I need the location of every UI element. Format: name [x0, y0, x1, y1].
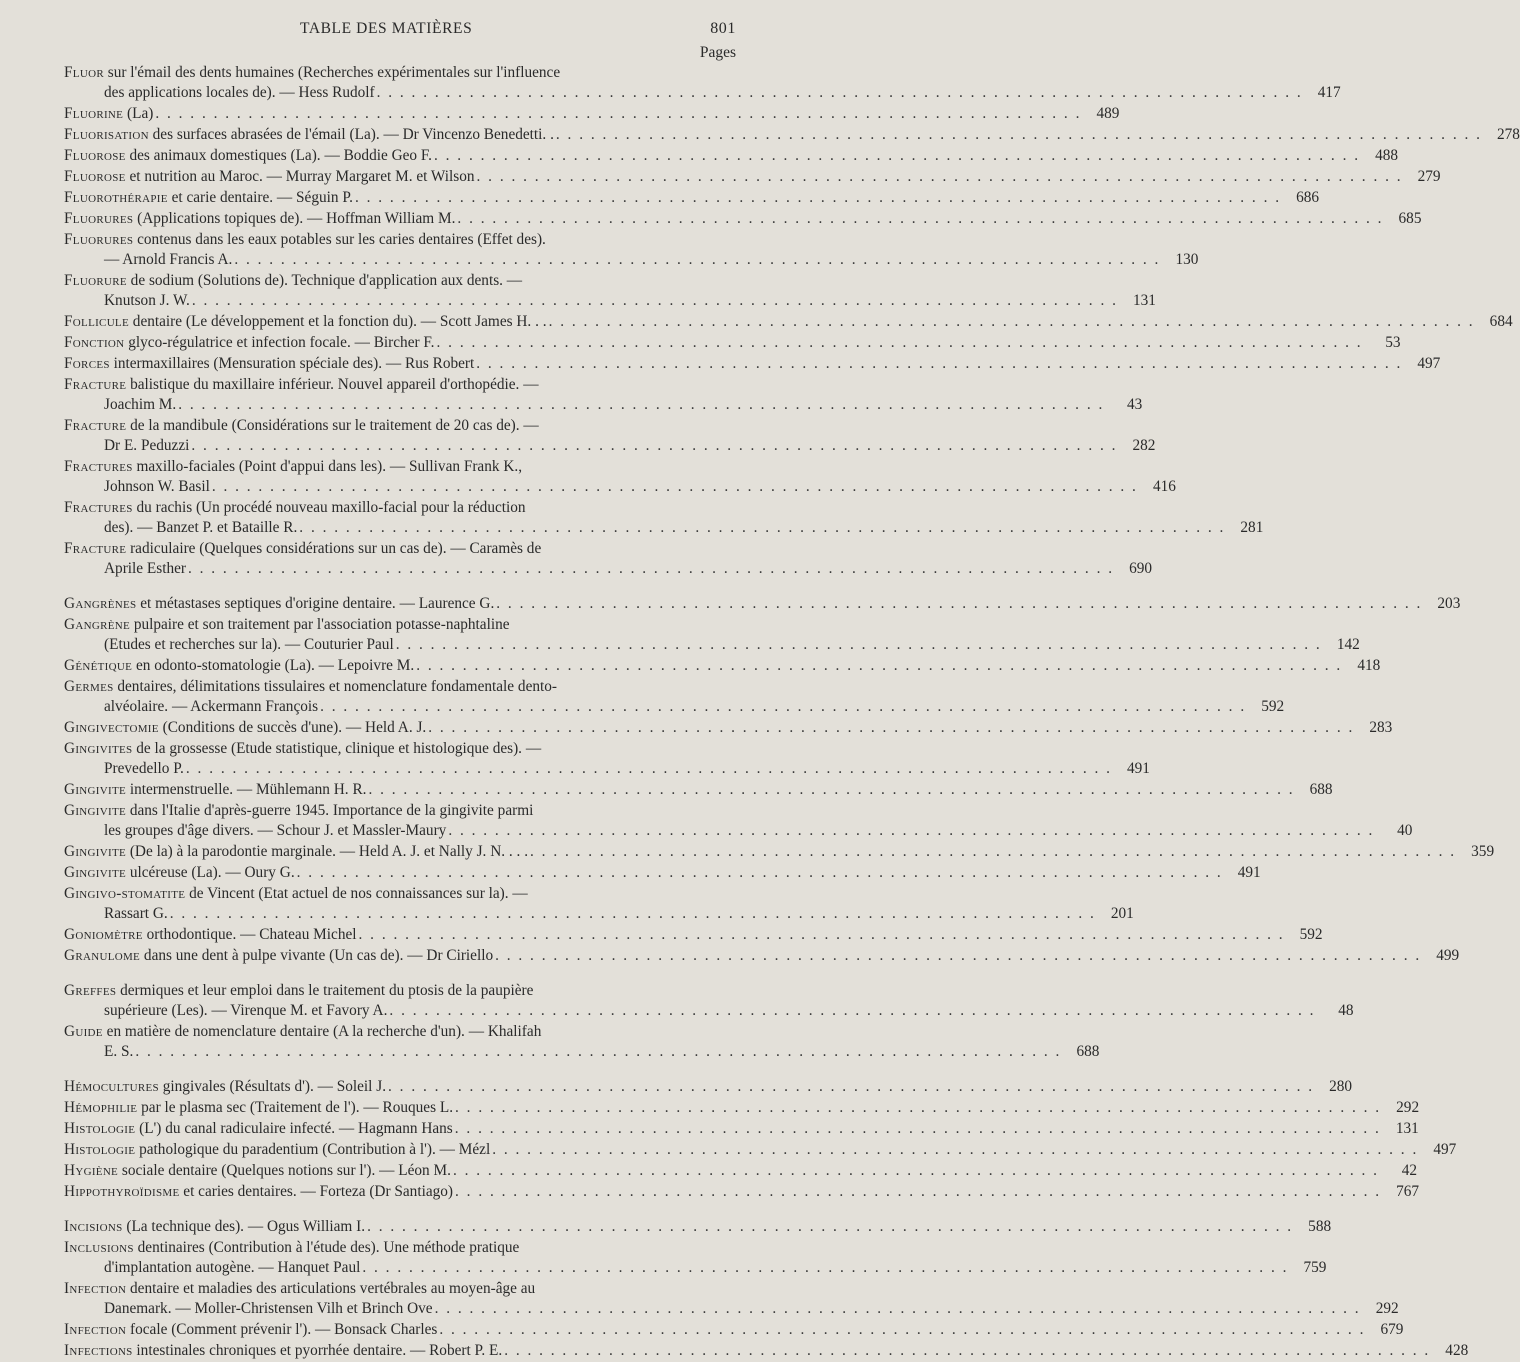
entry-final-line	[64, 291, 1156, 311]
entry-line	[64, 539, 736, 559]
dot-leader: . . . . . . . . . . . . . . . . . . . . . . . . . . . . . . . . . . . . . . . . . . . . . . . . . . . . . . . . . . . . . . . . . . . . . . . . . . . . . . . .	[448, 822, 1375, 839]
index-entry	[64, 1217, 1332, 1237]
entry-text: Forces intermaxillaires (Mensuration spéciale des). — Rus Robert	[64, 355, 475, 372]
entry-text: des). — Banzet P. et Bataille R.	[104, 519, 298, 536]
entry-line	[64, 230, 736, 250]
dot-leader: . . . . . . . . . . . . . . . . . . . . . . . . . . . . . . . . . . . . . . . . . . . . . . . . . . . . . . . . . . . . . . . . . . . . . . . . . . . . . . . .	[191, 437, 1118, 454]
entry-line	[64, 416, 736, 436]
dot-leader: . . . . . . . . . . . . . . . . . . . . . . . . . . . . . . . . . . . . . . . . . . . . . . . . . . . . . . . . . . . . . . . . . . . . . . . . . . . . . . . .	[455, 1099, 1382, 1116]
index-entry	[64, 354, 1441, 374]
entry-text: Danemark. — Moller-Christensen Vilh et Brinch Ove	[104, 1300, 433, 1317]
entry-text: Germes dentaires, délimitations tissulaires et nomenclature fondamentale dento-	[64, 678, 557, 695]
dot-leader: . . . . . . . . . . . . . . . . . . . . . . . . . . . . . . . . . . . . . . . . . . . . . . . . . . . . . . . . . . . . . . . . . . . . . . . . . . . . . . . .	[234, 251, 1161, 268]
entry-line	[64, 884, 736, 904]
page-reference: 588	[1308, 1218, 1332, 1235]
entry-text: Gingivite (De la) à la parodontie marginale. — Held A. J. et Nally J. N. . . .	[64, 843, 529, 860]
header-title: TABLE DES MATIÈRES	[300, 20, 473, 37]
index-entry	[64, 1182, 1420, 1202]
index-entry	[64, 498, 1264, 538]
dot-leader: . . . . . . . . . . . . . . . . . . . . . . . . . . . . . . . . . . . . . . . . . . . . . . . . . . . . . . . . . . . . . . . . . . . . . . . . . . . . . . . .	[169, 905, 1096, 922]
entry-final-line	[64, 395, 1143, 415]
page-reference: 491	[1127, 760, 1150, 777]
entry-text: Gangrène pulpaire et son traitement par l'association potasse-naphtaline	[64, 616, 510, 633]
entry-text: Fluorures contenus dans les eaux potables sur les caries dentaires (Effet des).	[64, 231, 546, 248]
entry-final-line	[64, 104, 1120, 124]
page-reference: 488	[1375, 147, 1399, 164]
page-reference: 489	[1096, 105, 1120, 122]
page-reference: 131	[1132, 292, 1156, 309]
index-entry	[64, 539, 1153, 579]
entry-line	[64, 1022, 736, 1042]
page-reference: 48	[1338, 1002, 1354, 1019]
index-entry	[64, 271, 1156, 311]
index-entry	[64, 780, 1333, 800]
entry-text: Guide en matière de nomenclature dentaire (A la recherche d'un). — Khalifah	[64, 1023, 542, 1040]
index-entry	[64, 884, 1134, 924]
page-reference: 497	[1433, 1141, 1457, 1158]
entry-text: — Arnold Francis A.	[104, 251, 233, 268]
index-entry	[64, 188, 1320, 208]
entry-text: Infection focale (Comment prévenir l'). — Bonsack Charles	[64, 1321, 438, 1338]
dot-leader: . . . . . . . . . . . . . . . . . . . . . . . . . . . . . . . . . . . . . . . . . . . . . . . . . . . . . . . . . . . . . . . . . . . . . . . . . . . . . . . .	[388, 1078, 1315, 1095]
entry-final-line	[64, 146, 1399, 166]
dot-leader: . . . . . . . . . . . . . . . . . . . . . . . . . . . . . . . . . . . . . . . . . . . . . . . . . . . . . . . . . . . . . . . . . . . . . . . . . . . . . . . .	[495, 947, 1422, 964]
entry-text: Fracture radiculaire (Quelques considérations sur un cas de). — Caramès de	[64, 540, 542, 557]
dot-leader: . . . . . . . . . . . . . . . . . . . . . . . . . . . . . . . . . . . . . . . . . . . . . . . . . . . . . . . . . . . . . . . . . . . . . . . . . . . . . . . .	[191, 292, 1118, 309]
index-entry	[64, 842, 1495, 862]
entry-text: Joachim M.	[104, 396, 177, 413]
index-entry	[64, 656, 1381, 676]
entry-final-line	[64, 759, 1150, 779]
dot-leader: . . . . . . . . . . . . . . . . . . . . . . . . . . . . . . . . . . . . . . . . . . . . . . . . . . . . . . . . . . . . . . . . . . . . . . . . . . . . . . . .	[496, 595, 1423, 612]
page-reference: 684	[1489, 313, 1513, 330]
page-reference: 685	[1398, 210, 1422, 227]
page-header	[0, 20, 800, 44]
dot-leader: . . . . . . . . . . . . . . . . . . . . . . . . . . . . . . . . . . . . . . . . . . . . . . . . . . . . . . . . . . . . . . . . . . . . . . . . . . . . . . . .	[178, 396, 1105, 413]
pages-column-label: Pages	[699, 44, 736, 61]
entry-final-line	[64, 518, 1264, 538]
index-entry	[64, 1022, 1100, 1062]
entry-final-line	[64, 635, 1360, 655]
index-entry	[64, 416, 1156, 456]
entry-final-line	[64, 354, 1441, 374]
entry-text: Fluorothérapie et carie dentaire. — Séguin P.	[64, 189, 353, 206]
dot-leader: . . . . . . . . . . . . . . . . . . . . . . . . . . . . . . . . . . . . . . . . . . . . . . . . . . . . . . . . . . . . . . . . . . . . . . . . . . . . . . . .	[439, 1321, 1366, 1338]
page-reference: 292	[1375, 1300, 1399, 1317]
page-reference: 767	[1396, 1183, 1420, 1200]
entry-final-line	[64, 863, 1261, 883]
dot-leader: . . . . . . . . . . . . . . . . . . . . . . . . . . . . . . . . . . . . . . . . . . . . . . . . . . . . . . . . . . . . . . . . . . . . . . . . . . . . . . . .	[452, 1162, 1379, 1179]
index-entries	[64, 63, 1520, 1362]
page-reference: 592	[1299, 926, 1323, 943]
entry-text: Johnson W. Basil	[104, 478, 210, 495]
entry-line	[64, 739, 736, 759]
page-reference: 416	[1152, 478, 1176, 495]
index-entry	[64, 457, 1176, 497]
page-reference: 279	[1417, 168, 1441, 185]
entry-text: Goniomètre orthodontique. — Chateau Michel	[64, 926, 357, 943]
entry-final-line	[64, 188, 1320, 208]
entry-text: des applications locales de). — Hess Rudolf	[104, 84, 375, 101]
page-reference: 428	[1445, 1342, 1469, 1359]
page-reference: 686	[1296, 189, 1320, 206]
dot-leader: . . . . . . . . . . . . . . . . . . . . . . . . . . . . . . . . . . . . . . . . . . . . . . . . . . . . . . . . . . . . . . . . . . . . . . . . . . . . . . . .	[504, 1342, 1431, 1359]
page-reference: 292	[1396, 1099, 1420, 1116]
dot-leader: . . . . . . . . . . . . . . . . . . . . . . . . . . . . . . . . . . . . . . . . . . . . . . . . . . . . . . . . . . . . . . . . . . . . . . . . . . . . . . . .	[135, 1043, 1062, 1060]
entry-final-line	[64, 125, 1520, 145]
entry-final-line	[64, 656, 1381, 676]
entry-text: Fracture de la mandibule (Considérations sur le traitement de 20 cas de). —	[64, 417, 539, 434]
entry-text: Fluorures (Applications topiques de). — Hoffman William M.	[64, 210, 456, 227]
index-entry	[64, 594, 1461, 614]
entry-text: Knutson J. W.	[104, 292, 190, 309]
entry-text: Fluorisation des surfaces abrasées de l'émail (La). — Dr Vincenzo Benedetti. .	[64, 126, 554, 143]
index-entry	[64, 677, 1285, 717]
entry-line	[64, 1279, 736, 1299]
index-entry	[64, 739, 1150, 779]
index-entry	[64, 1119, 1419, 1139]
dot-leader: . . . . . . . . . . . . . . . . . . . . . . . . . . . . . . . . . . . . . . . . . . . . . . . . . . . . . . . . . . . . . . . . . . . . . . . . . . . . . . . .	[530, 843, 1457, 860]
entry-line	[64, 1238, 736, 1258]
page-reference: 759	[1303, 1259, 1327, 1276]
page-reference: 42	[1401, 1162, 1417, 1179]
entry-final-line	[64, 1217, 1332, 1237]
page-reference: 130	[1175, 251, 1199, 268]
entry-final-line	[64, 842, 1495, 862]
entry-final-line	[64, 333, 1401, 353]
page-reference: 417	[1317, 84, 1341, 101]
entry-final-line	[64, 925, 1323, 945]
page-reference: 203	[1437, 595, 1461, 612]
entry-final-line	[64, 312, 1513, 332]
page-reference: 40	[1397, 822, 1413, 839]
entry-line	[64, 457, 736, 477]
entry-final-line	[64, 250, 1199, 270]
dot-leader: . . . . . . . . . . . . . . . . . . . . . . . . . . . . . . . . . . . . . . . . . . . . . . . . . . . . . . . . . . . . . . . . . . . . . . . . . . . . . . . .	[457, 210, 1384, 227]
dot-leader: . . . . . . . . . . . . . . . . . . . . . . . . . . . . . . . . . . . . . . . . . . . . . . . . . . . . . . . . . . . . . . . . . . . . . . . . . . . . . . . .	[454, 1120, 1381, 1137]
entry-final-line	[64, 477, 1176, 497]
page-reference: 282	[1132, 437, 1156, 454]
index-entry	[64, 718, 1393, 738]
entry-text: Gingivites de la grossesse (Etude statistique, clinique et histologique des). —	[64, 740, 542, 757]
entry-line	[64, 677, 736, 697]
index-entry	[64, 209, 1422, 229]
dot-leader: . . . . . . . . . . . . . . . . . . . . . . . . . . . . . . . . . . . . . . . . . . . . . . . . . . . . . . . . . . . . . . . . . . . . . . . . . . . . . . . .	[354, 189, 1282, 206]
entry-final-line	[64, 697, 1285, 717]
entry-final-line	[64, 780, 1333, 800]
entry-final-line	[64, 1077, 1353, 1097]
entry-text: E. S.	[104, 1043, 134, 1060]
page-reference: 43	[1127, 396, 1143, 413]
index-entry	[64, 1320, 1404, 1340]
entry-text: Gingivectomie (Conditions de succès d'une). — Held A. J.	[64, 719, 427, 736]
entry-text: Génétique en odonto-stomatologie (La). — Lepoivre M.	[64, 657, 415, 674]
index-entry	[64, 1341, 1469, 1361]
entry-text: Fractures du rachis (Un procédé nouveau maxillo-facial pour la réduction	[64, 499, 526, 516]
entry-line	[64, 271, 736, 291]
page-reference: 280	[1329, 1078, 1353, 1095]
index-entry	[64, 946, 1460, 966]
entry-final-line	[64, 1341, 1469, 1361]
entry-text: Gingivo-stomatite de Vincent (Etat actuel de nos connaissances sur la). —	[64, 885, 528, 902]
entry-text: Inclusions dentinaires (Contribution à l'étude des). Une méthode pratique	[64, 1239, 520, 1256]
entry-text: Fluorure de sodium (Solutions de). Technique d'application aux dents. —	[64, 272, 523, 289]
entry-text: Fracture balistique du maxillaire inférieur. Nouvel appareil d'orthopédie. —	[64, 376, 539, 393]
entry-final-line	[64, 83, 1341, 103]
entry-final-line	[64, 821, 1413, 841]
page-reference: 278	[1497, 126, 1520, 143]
entry-text: Gangrènes et métastases septiques d'origine dentaire. — Laurence G.	[64, 595, 495, 612]
dot-leader: . . . . . . . . . . . . . . . . . . . . . . . . . . . . . . . . . . . . . . . . . . . . . . . . . . . . . . . . . . . . . . . . . . . . . . . . . . . . . . . .	[362, 1259, 1289, 1276]
page-reference: 688	[1076, 1043, 1100, 1060]
entry-final-line	[64, 718, 1393, 738]
header-page-number: 801	[710, 20, 736, 37]
dot-leader: . . . . . . . . . . . . . . . . . . . . . . . . . . . . . . . . . . . . . . . . . . . . . . . . . . . . . . . . . . . . . . . . . . . . . . . . . . . . . . . .	[376, 84, 1303, 101]
entry-text: Incisions (La technique des). — Ogus William I.	[64, 1218, 366, 1235]
entry-text: Fractures maxillo-faciales (Point d'appui dans les). — Sullivan Frank K.,	[64, 458, 523, 475]
entry-text: Infection dentaire et maladies des articulations vertébrales au moyen-âge au	[64, 1280, 536, 1297]
dot-leader: . . . . . . . . . . . . . . . . . . . . . . . . . . . . . . . . . . . . . . . . . . . . . . . . . . . . . . . . . . . . . . . . . . . . . . . . . . . . . . . .	[455, 1183, 1382, 1200]
entry-final-line	[64, 1119, 1419, 1139]
page-reference: 679	[1380, 1321, 1404, 1338]
dot-leader: . . . . . . . . . . . . . . . . . . . . . . . . . . . . . . . . . . . . . . . . . . . . . . . . . . . . . . . . . . . . . . . . . . . . . . . . . . . . . . . .	[389, 1002, 1316, 1019]
dot-leader: . . . . . . . . . . . . . . . . . . . . . . . . . . . . . . . . . . . . . . . . . . . . . . . . . . . . . . . . . . . . . . . . . . . . . . . . . . . . . . . .	[320, 698, 1247, 715]
entry-text: Fluorose des animaux domestiques (La). — Boddie Geo F.	[64, 147, 432, 164]
index-entry	[64, 1161, 1417, 1181]
entry-final-line	[64, 1140, 1457, 1160]
entry-text: les groupes d'âge divers. — Schour J. et Massler-Maury	[104, 822, 447, 839]
index-entry	[64, 104, 1120, 124]
entry-text: d'implantation autogène. — Hanquet Paul	[104, 1259, 361, 1276]
page-reference: 690	[1129, 560, 1153, 577]
dot-leader: . . . . . . . . . . . . . . . . . . . . . . . . . . . . . . . . . . . . . . . . . . . . . . . . . . . . . . . . . . . . . . . . . . . . . . . . . . . . . . . .	[434, 1300, 1361, 1317]
entry-line	[64, 981, 736, 1001]
entry-text: Granulome dans une dent à pulpe vivante (Un cas de). — Dr Ciriello	[64, 947, 494, 964]
entry-final-line	[64, 946, 1460, 966]
entry-line	[64, 63, 736, 83]
entry-text: Fluorine (La)	[64, 105, 154, 122]
entry-text: alvéolaire. — Ackermann François	[104, 698, 319, 715]
index-entry	[64, 981, 1354, 1021]
entry-text: Dr E. Peduzzi	[104, 437, 190, 454]
index-entry	[64, 333, 1401, 353]
index-entry	[64, 615, 1360, 655]
dot-leader: . . . . . . . . . . . . . . . . . . . . . . . . . . . . . . . . . . . . . . . . . . . . . . . . . . . . . . . . . . . . . . . . . . . . . . . . . . . . . . . .	[434, 147, 1361, 164]
index-entry	[64, 801, 1413, 841]
index-entry	[64, 925, 1323, 945]
dot-leader: . . . . . . . . . . . . . . . . . . . . . . . . . . . . . . . . . . . . . . . . . . . . . . . . . . . . . . . . . . . . . . . . . . . . . . . . . . . . . . . .	[548, 313, 1475, 330]
entry-line	[64, 801, 736, 821]
entry-text: Hémophilie par le plasma sec (Traitement de l'). — Rouques L.	[64, 1099, 454, 1116]
entry-text: Gingivite dans l'Italie d'après-guerre 1945. Importance de la gingivite parmi	[64, 802, 534, 819]
dot-leader: . . . . . . . . . . . . . . . . . . . . . . . . . . . . . . . . . . . . . . . . . . . . . . . . . . . . . . . . . . . . . . . . . . . . . . . . . . . . . . . .	[185, 760, 1112, 777]
dot-leader: . . . . . . . . . . . . . . . . . . . . . . . . . . . . . . . . . . . . . . . . . . . . . . . . . . . . . . . . . . . . . . . . . . . . . . . . . . . . . . . .	[211, 478, 1138, 495]
entry-text: Infections intestinales chroniques et pyorrhée dentaire. — Robert P. E.	[64, 1342, 503, 1359]
page-reference: 499	[1436, 947, 1460, 964]
page-reference: 359	[1471, 843, 1495, 860]
index-entry	[64, 1140, 1457, 1160]
entry-text: Histologie (L') du canal radiculaire infecté. — Hagmann Hans	[64, 1120, 453, 1137]
dot-leader: . . . . . . . . . . . . . . . . . . . . . . . . . . . . . . . . . . . . . . . . . . . . . . . . . . . . . . . . . . . . . . . . . . . . . . . . . . . . . . . .	[299, 519, 1226, 536]
page-reference: 131	[1395, 1120, 1419, 1137]
index-entry	[64, 1077, 1353, 1097]
entry-final-line	[64, 209, 1422, 229]
index-entry	[64, 1098, 1420, 1118]
entry-final-line	[64, 167, 1441, 187]
dot-leader: . . . . . . . . . . . . . . . . . . . . . . . . . . . . . . . . . . . . . . . . . . . . . . . . . . . . . . . . . . . . . . . . . . . . . . . . . . . . . . . .	[555, 126, 1482, 143]
entry-text: Follicule dentaire (Le développement et la fonction du). — Scott James H. . .	[64, 313, 547, 330]
entry-final-line	[64, 1001, 1354, 1021]
entry-final-line	[64, 594, 1461, 614]
entry-text: Histologie pathologique du paradentium (Contribution à l'). — Mézl	[64, 1141, 491, 1158]
dot-leader: . . . . . . . . . . . . . . . . . . . . . . . . . . . . . . . . . . . . . . . . . . . . . . . . . . . . . . . . . . . . . . . . . . . . . . . . . . . . . . . .	[436, 334, 1363, 351]
index-entry	[64, 146, 1399, 166]
entry-text: Greffes dermiques et leur emploi dans le traitement du ptosis de la paupière	[64, 982, 534, 999]
entry-text: Hygiène sociale dentaire (Quelques notions sur l'). — Léon M.	[64, 1162, 451, 1179]
dot-leader: . . . . . . . . . . . . . . . . . . . . . . . . . . . . . . . . . . . . . . . . . . . . . . . . . . . . . . . . . . . . . . . . . . . . . . . . . . . . . . . .	[476, 168, 1403, 185]
dot-leader: . . . . . . . . . . . . . . . . . . . . . . . . . . . . . . . . . . . . . . . . . . . . . . . . . . . . . . . . . . . . . . . . . . . . . . . . . . . . . . . .	[296, 864, 1223, 881]
entry-final-line	[64, 1161, 1417, 1181]
page-reference: 688	[1309, 781, 1333, 798]
index-entry	[64, 1238, 1327, 1278]
index-entry	[64, 375, 1143, 415]
entry-text: Fluor sur l'émail des dents humaines (Recherches expérimentales sur l'influence	[64, 64, 561, 81]
entry-text: Hémocultures gingivales (Résultats d'). — Soleil J.	[64, 1078, 387, 1095]
dot-leader: . . . . . . . . . . . . . . . . . . . . . . . . . . . . . . . . . . . . . . . . . . . . . . . . . . . . . . . . . . . . . . . . . . . . . . . . . . . . . . . .	[187, 560, 1115, 577]
entry-text: Aprile Esther	[104, 560, 186, 577]
entry-text: supérieure (Les). — Virenque M. et Favory A.	[104, 1002, 388, 1019]
index-entry	[64, 863, 1261, 883]
index-entry	[64, 167, 1441, 187]
page-reference: 281	[1240, 519, 1264, 536]
index-entry	[64, 1279, 1399, 1319]
entry-text: Prevedello P.	[104, 760, 184, 777]
page-reference: 418	[1357, 657, 1381, 674]
entry-line	[64, 615, 736, 635]
dot-leader: . . . . . . . . . . . . . . . . . . . . . . . . . . . . . . . . . . . . . . . . . . . . . . . . . . . . . . . . . . . . . . . . . . . . . . . . . . . . . . . .	[155, 105, 1082, 122]
dot-leader: . . . . . . . . . . . . . . . . . . . . . . . . . . . . . . . . . . . . . . . . . . . . . . . . . . . . . . . . . . . . . . . . . . . . . . . . . . . . . . . .	[428, 719, 1355, 736]
entry-line	[64, 498, 736, 518]
index-entry	[64, 230, 1199, 270]
dot-leader: . . . . . . . . . . . . . . . . . . . . . . . . . . . . . . . . . . . . . . . . . . . . . . . . . . . . . . . . . . . . . . . . . . . . . . . . . . . . . . . .	[358, 926, 1285, 943]
index-entry	[64, 312, 1513, 332]
entry-text: Gingivite ulcéreuse (La). — Oury G.	[64, 864, 295, 881]
entry-final-line	[64, 1258, 1327, 1278]
page-reference: 53	[1385, 334, 1401, 351]
entry-text: (Etudes et recherches sur la). — Couturier Paul	[104, 636, 394, 653]
entry-final-line	[64, 904, 1134, 924]
index-entry	[64, 63, 1341, 103]
page-reference: 142	[1336, 636, 1360, 653]
page-reference: 592	[1261, 698, 1285, 715]
index-entry	[64, 125, 1520, 145]
page-reference: 283	[1369, 719, 1393, 736]
entry-text: Fonction glyco-régulatrice et infection focale. — Bircher F.	[64, 334, 435, 351]
entry-line	[64, 375, 736, 395]
entry-final-line	[64, 1299, 1399, 1319]
entry-text: Fluorose et nutrition au Maroc. — Murray Margaret M. et Wilson	[64, 168, 475, 185]
dot-leader: . . . . . . . . . . . . . . . . . . . . . . . . . . . . . . . . . . . . . . . . . . . . . . . . . . . . . . . . . . . . . . . . . . . . . . . . . . . . . . . .	[492, 1141, 1419, 1158]
entry-text: Hippothyroïdisme et caries dentaires. — Forteza (Dr Santiago)	[64, 1183, 454, 1200]
page-reference: 497	[1417, 355, 1441, 372]
entry-final-line	[64, 1320, 1404, 1340]
entry-text: Gingivite intermenstruelle. — Mühlemann H. R.	[64, 781, 367, 798]
dot-leader: . . . . . . . . . . . . . . . . . . . . . . . . . . . . . . . . . . . . . . . . . . . . . . . . . . . . . . . . . . . . . . . . . . . . . . . . . . . . . . . .	[416, 657, 1343, 674]
page-reference: 491	[1237, 864, 1261, 881]
entry-text: Rassart G.	[104, 905, 168, 922]
entry-final-line	[64, 1042, 1100, 1062]
page-reference: 201	[1110, 905, 1134, 922]
entry-final-line	[64, 1182, 1420, 1202]
entry-final-line	[64, 1098, 1420, 1118]
entry-final-line	[64, 436, 1156, 456]
dot-leader: . . . . . . . . . . . . . . . . . . . . . . . . . . . . . . . . . . . . . . . . . . . . . . . . . . . . . . . . . . . . . . . . . . . . . . . . . . . . . . . .	[368, 781, 1295, 798]
dot-leader: . . . . . . . . . . . . . . . . . . . . . . . . . . . . . . . . . . . . . . . . . . . . . . . . . . . . . . . . . . . . . . . . . . . . . . . . . . . . . . . .	[367, 1218, 1294, 1235]
dot-leader: . . . . . . . . . . . . . . . . . . . . . . . . . . . . . . . . . . . . . . . . . . . . . . . . . . . . . . . . . . . . . . . . . . . . . . . . . . . . . . . .	[395, 636, 1322, 653]
entry-final-line	[64, 559, 1153, 579]
dot-leader: . . . . . . . . . . . . . . . . . . . . . . . . . . . . . . . . . . . . . . . . . . . . . . . . . . . . . . . . . . . . . . . . . . . . . . . . . . . . . . . .	[476, 355, 1403, 372]
